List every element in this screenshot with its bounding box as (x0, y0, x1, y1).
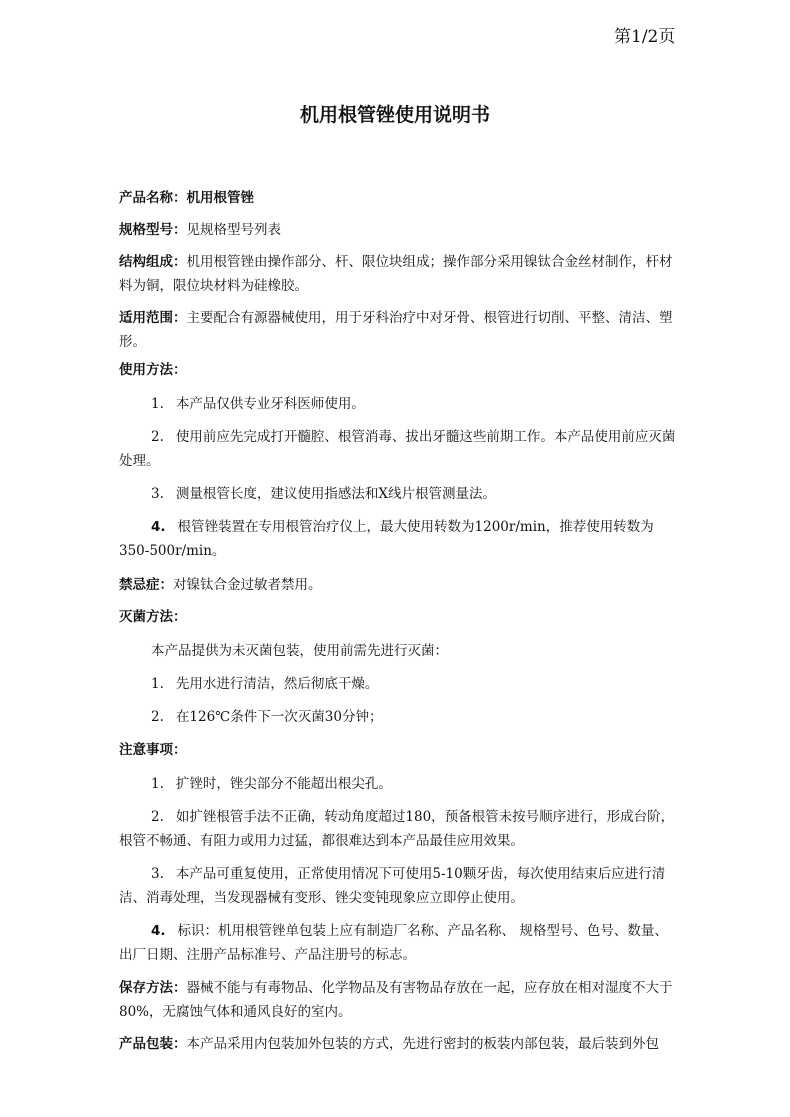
item-number: 2. (151, 429, 164, 445)
field-value: 见规格型号列表 (186, 222, 281, 238)
item-text: 标识：机用根管锉单包装上应有制造厂名称、产品名称、 规格型号、色号、数量、出厂日期、注册产品标准号、产品注册号的标志。 (119, 923, 668, 963)
field-label: 适用范围： (119, 310, 187, 326)
usage-item (119, 515, 679, 563)
sterilization-heading: 灭菌方法： (119, 609, 187, 625)
field-value: 机用根管锉 (186, 190, 254, 206)
notes-item (119, 919, 679, 967)
usage-item (119, 425, 679, 473)
field-spec (119, 218, 679, 242)
field-value: 器械不能与有毒物品、化学物品及有害物品存放在一起，应存放在相对湿度不大于80%，无腐蚀气体和通风良好的室内。 (119, 980, 673, 1020)
item-number: 2. (151, 809, 164, 825)
field-storage (119, 976, 679, 1024)
notes-item (119, 805, 679, 853)
document-title: 机用根管锉使用说明书 (299, 104, 490, 126)
item-number: 3. (151, 486, 164, 502)
item-text: 如扩锉根管手法不正确，转动角度超过180，预备根管未按号顺序进行，形成台阶，根管不畅通、有阻力或用力过猛，都很难达到本产品最佳应用效果。 (119, 809, 675, 849)
item-text: 根管锉装置在专用根管治疗仪上，最大使用转数为1200r/min，推荐使用转数为350-500r/min。 (119, 519, 654, 559)
document-body (119, 186, 679, 1064)
usage-heading: 使用方法： (119, 362, 187, 378)
field-scope (119, 306, 679, 354)
field-label: 产品名称： (119, 190, 187, 206)
item-number: 1. (151, 396, 164, 412)
sterilization-item (119, 705, 679, 729)
notes-item (119, 862, 679, 910)
item-text: 在126℃条件下一次灭菌30分钟； (175, 709, 383, 725)
field-label: 产品包装： (119, 1036, 187, 1052)
field-value: 机用根管锉由操作部分、杆、限位块组成；操作部分采用镍钛合金丝材制作，杆材料为铜，限位块材料为硅橡胶。 (119, 254, 673, 294)
item-number: 1. (151, 776, 164, 792)
field-packaging (119, 1032, 679, 1056)
item-number: 3. (151, 866, 164, 882)
field-label: 结构组成： (119, 254, 187, 270)
item-text: 本产品仅供专业牙科医师使用。 (175, 396, 365, 412)
usage-item (119, 392, 679, 416)
item-text: 测量根管长度，建议使用指感法和X线片根管测量法。 (175, 486, 497, 502)
field-label: 规格型号： (119, 222, 187, 238)
field-contraindication (119, 573, 679, 597)
field-value: 本产品采用内包装加外包装的方式，先进行密封的板装内部包装，最后装到外包 (186, 1036, 659, 1052)
field-label: 保存方法： (119, 980, 187, 996)
item-number: 4. (151, 923, 166, 939)
item-text: 本产品可重复使用，正常使用情况下可使用5-10颗牙齿，每次使用结束后应进行清洁、消毒处理，当发现器械有变形、锉尖变钝现象应立即停止使用。 (119, 866, 666, 906)
field-label: 禁忌症： (119, 577, 173, 593)
item-number: 2. (151, 709, 164, 725)
page-number: 第1/2页 (614, 27, 676, 47)
field-value: 主要配合有源器械使用，用于牙科治疗中对牙骨、根管进行切削、平整、清洁、塑形。 (119, 310, 673, 350)
sterilization-intro: 本产品提供为未灭菌包装，使用前需先进行灭菌： (151, 643, 448, 659)
item-text: 扩锉时，锉尖部分不能超出根尖孔。 (175, 776, 392, 792)
usage-item (119, 482, 679, 506)
field-value: 对镍钛合金过敏者禁用。 (173, 577, 322, 593)
sterilization-item (119, 672, 679, 696)
item-number: 1. (151, 676, 164, 692)
item-text: 先用水进行清洁，然后彻底干燥。 (175, 676, 379, 692)
item-number: 4. (151, 519, 166, 535)
notes-heading: 注意事项： (119, 742, 187, 758)
item-text: 使用前应先完成打开髓腔、根管消毒、拔出牙髓这些前期工作。本产品使用前应灭菌处理。 (119, 429, 676, 469)
field-structure (119, 250, 679, 298)
field-product-name (119, 186, 679, 210)
notes-item (119, 772, 679, 796)
